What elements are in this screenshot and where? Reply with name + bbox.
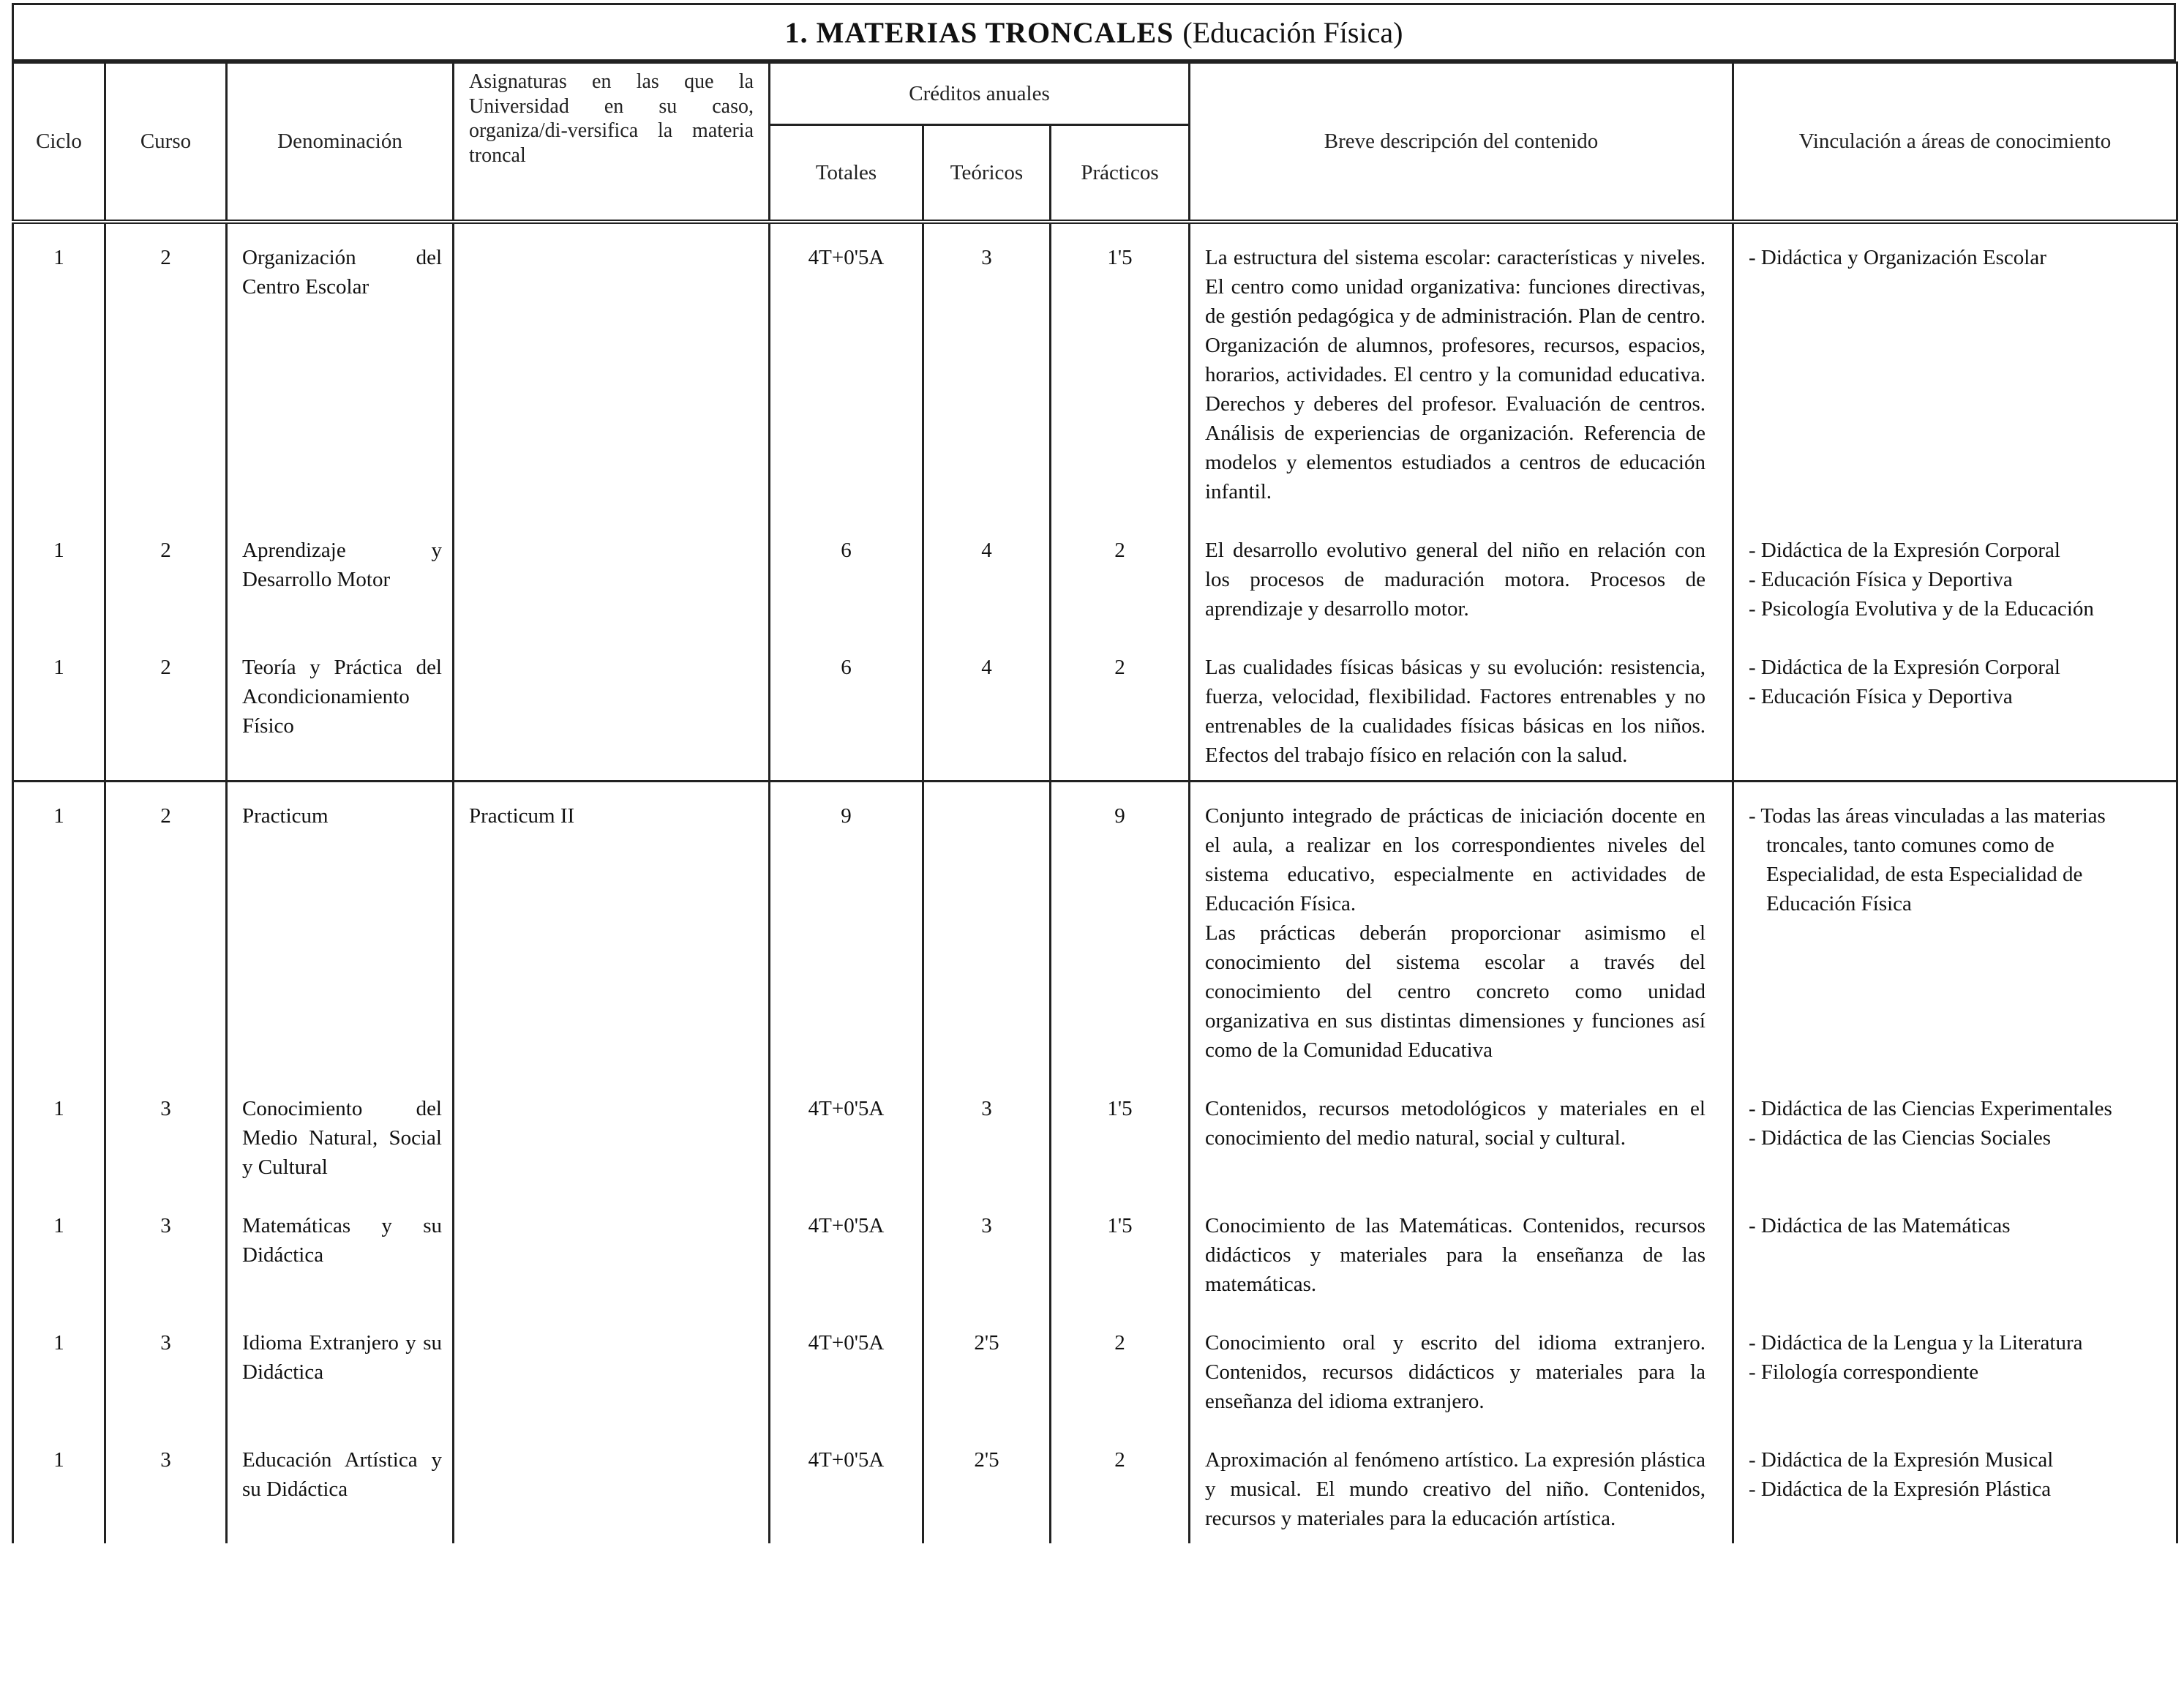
- cell-ciclo: 1: [13, 782, 105, 1076]
- cell-denominacion: Educación Artística y su Didáctica: [227, 1426, 454, 1543]
- area-item: - Didáctica y Organización Escolar: [1749, 246, 2046, 269]
- cell-ciclo: 1: [13, 1426, 105, 1543]
- title-main: 1. MATERIAS TRONCALES: [784, 15, 1174, 49]
- area-item: - Didáctica de la Lengua y la Literatura: [1749, 1331, 2083, 1355]
- table-row: [13, 1075, 2177, 1192]
- descripcion-text: El desarrollo evolutivo general del niño en relación con los procesos de maduración motora. Procesos de aprendizaje y desarrollo motor.: [1205, 539, 1705, 621]
- area-item: - Didáctica de la Expresión Corporal: [1749, 656, 2060, 679]
- cell-denominacion: Aprendizaje y Desarrollo Motor: [227, 517, 454, 634]
- header-teoricos: Teóricos: [923, 125, 1051, 222]
- cell-denominacion: Organización del Centro Escolar: [227, 222, 454, 517]
- cell-descripcion: [1190, 782, 1733, 1076]
- cell-ciclo: 1: [13, 1192, 105, 1309]
- cell-descripcion: [1190, 222, 1733, 517]
- cell-curso: 3: [105, 1075, 227, 1192]
- cell-curso: 3: [105, 1426, 227, 1543]
- cell-descripcion: [1190, 517, 1733, 634]
- cell-teoricos: 2'5: [923, 1309, 1051, 1426]
- header-ciclo: Ciclo: [13, 63, 105, 222]
- area-item: - Didáctica de la Expresión Plástica: [1749, 1477, 2052, 1501]
- table-body: [13, 222, 2177, 1543]
- cell-asignaturas: [454, 222, 770, 517]
- area-item: - Educación Física y Deportiva: [1749, 685, 2013, 708]
- cell-ciclo: 1: [13, 1309, 105, 1426]
- cell-asignaturas: [454, 1309, 770, 1426]
- table-row: [13, 517, 2177, 634]
- area-item: - Didáctica de las Ciencias Experimentales: [1749, 1097, 2112, 1120]
- document-page: [12, 3, 2177, 1693]
- cell-vinculacion: [1733, 782, 2177, 1076]
- descripcion-text: Conocimiento oral y escrito del idioma extranjero. Contenidos, recursos didácticos y materiales para la enseñanza del idioma extranjero.: [1205, 1331, 1705, 1413]
- header-creditos: Créditos anuales: [770, 63, 1190, 125]
- descripcion-text: La estructura del sistema escolar: características y niveles. El centro como unidad organizativa: funciones directivas, de gestión pedagógica y de administración. Plan de centro. Organización de alumnos, profesores, recursos, espacios, horarios, actividades. El centro y la comunidad educativa. Derechos y deberes del profesor. Evaluación de centros. Análisis de experiencias de organización. Referencia de modelos y elementos estudiados a centros de educación infantil.: [1205, 246, 1705, 503]
- cell-vinculacion: [1733, 517, 2177, 634]
- header-descripcion: Breve descripción del contenido: [1190, 63, 1733, 222]
- table-row: [13, 1309, 2177, 1426]
- cell-asignaturas: [454, 1075, 770, 1192]
- cell-vinculacion: [1733, 1309, 2177, 1426]
- cell-totales: 4T+0'5A: [770, 1309, 923, 1426]
- table-row: [13, 782, 2177, 1076]
- cell-teoricos: [923, 782, 1051, 1076]
- cell-practicos: 1'5: [1051, 1075, 1190, 1192]
- cell-asignaturas: Practicum II: [454, 782, 770, 1076]
- area-item: - Didáctica de la Expresión Corporal: [1749, 539, 2060, 562]
- cell-vinculacion: [1733, 1426, 2177, 1543]
- cell-curso: 3: [105, 1192, 227, 1309]
- cell-teoricos: 3: [923, 1075, 1051, 1192]
- cell-teoricos: 3: [923, 1192, 1051, 1309]
- cell-curso: 2: [105, 782, 227, 1076]
- cell-descripcion: [1190, 634, 1733, 782]
- descripcion-text: Contenidos, recursos metodológicos y materiales en el conocimiento del medio natural, social y cultural.: [1205, 1097, 1705, 1150]
- cell-teoricos: 3: [923, 222, 1051, 517]
- area-item: - Didáctica de las Ciencias Sociales: [1749, 1126, 2052, 1150]
- cell-descripcion: [1190, 1426, 1733, 1543]
- area-item: - Didáctica de las Matemáticas: [1749, 1214, 2011, 1237]
- cell-totales: 4T+0'5A: [770, 222, 923, 517]
- cell-asignaturas: [454, 1192, 770, 1309]
- cell-asignaturas: [454, 517, 770, 634]
- area-item: - Didáctica de la Expresión Musical: [1749, 1448, 2054, 1472]
- cell-denominacion: Matemáticas y su Didáctica: [227, 1192, 454, 1309]
- cell-vinculacion: [1733, 1192, 2177, 1309]
- header-vinculacion: Vinculación a áreas de conocimiento: [1733, 63, 2177, 222]
- area-item: - Psicología Evolutiva y de la Educación: [1749, 597, 2094, 621]
- cell-practicos: 1'5: [1051, 222, 1190, 517]
- cell-teoricos: 4: [923, 634, 1051, 782]
- cell-curso: 2: [105, 222, 227, 517]
- cell-descripcion: [1190, 1192, 1733, 1309]
- cell-descripcion: [1190, 1075, 1733, 1192]
- table-row: [13, 1426, 2177, 1543]
- cell-totales: 4T+0'5A: [770, 1426, 923, 1543]
- cell-vinculacion: [1733, 222, 2177, 517]
- header-practicos: Prácticos: [1051, 125, 1190, 222]
- cell-totales: 4T+0'5A: [770, 1192, 923, 1309]
- cell-practicos: 2: [1051, 634, 1190, 782]
- header-totales: Totales: [770, 125, 923, 222]
- cell-practicos: 9: [1051, 782, 1190, 1076]
- cell-denominacion: Conocimiento del Medio Natural, Social y Cultural: [227, 1075, 454, 1192]
- cell-ciclo: 1: [13, 1075, 105, 1192]
- table-row: [13, 634, 2177, 782]
- descripcion-text: Conocimiento de las Matemáticas. Contenidos, recursos didácticos y materiales para la enseñanza de las matemáticas.: [1205, 1214, 1705, 1296]
- cell-denominacion: Practicum: [227, 782, 454, 1076]
- cell-totales: 9: [770, 782, 923, 1076]
- area-item: - Todas las áreas vinculadas a las materias troncales, tanto comunes como de Especialidad, de esta Especialidad de Educación Física: [1749, 804, 2106, 915]
- cell-practicos: 1'5: [1051, 1192, 1190, 1309]
- header-curso: Curso: [105, 63, 227, 222]
- area-item: - Filología correspondiente: [1749, 1360, 1979, 1384]
- cell-ciclo: 1: [13, 222, 105, 517]
- cell-vinculacion: [1733, 1075, 2177, 1192]
- cell-practicos: 2: [1051, 517, 1190, 634]
- table-row: [13, 222, 2177, 517]
- descripcion-text: Aproximación al fenómeno artístico. La expresión plástica y musical. El mundo creativo del niño. Contenidos, recursos y materiales para la educación artística.: [1205, 1448, 1705, 1530]
- table-row: [13, 1192, 2177, 1309]
- header-asignaturas: Asignaturas en las que la Universidad en su caso, organiza/di-versifica la materia troncal: [454, 63, 770, 222]
- cell-totales: 6: [770, 517, 923, 634]
- cell-vinculacion: [1733, 634, 2177, 782]
- table-header: [13, 63, 2177, 222]
- cell-practicos: 2: [1051, 1426, 1190, 1543]
- cell-ciclo: 1: [13, 517, 105, 634]
- table-title: [12, 3, 2176, 61]
- cell-curso: 2: [105, 517, 227, 634]
- descripcion-text: Las prácticas deberán proporcionar asimismo el conocimiento del sistema escolar a través del conocimiento del centro concreto como unidad organizativa en sus distintas dimensiones y funciones así como de la Comunidad Educativa: [1205, 921, 1705, 1062]
- header-denominacion: Denominación: [227, 63, 454, 222]
- cell-teoricos: 4: [923, 517, 1051, 634]
- cell-curso: 3: [105, 1309, 227, 1426]
- cell-asignaturas: [454, 1426, 770, 1543]
- cell-descripcion: [1190, 1309, 1733, 1426]
- cell-curso: 2: [105, 634, 227, 782]
- cell-practicos: 2: [1051, 1309, 1190, 1426]
- cell-ciclo: 1: [13, 634, 105, 782]
- area-item: - Educación Física y Deportiva: [1749, 568, 2013, 591]
- title-sub: (Educación Física): [1182, 15, 1403, 49]
- cell-totales: 4T+0'5A: [770, 1075, 923, 1192]
- cell-denominacion: Idioma Extranjero y su Didáctica: [227, 1309, 454, 1426]
- descripcion-text: Las cualidades físicas básicas y su evolución: resistencia, fuerza, velocidad, flexibilidad. Factores entrenables y no entrenables de la cualidades físicas básicas en los niños. Efectos del trabajo físico en relación con la salud.: [1205, 656, 1705, 767]
- cell-totales: 6: [770, 634, 923, 782]
- cell-teoricos: 2'5: [923, 1426, 1051, 1543]
- cell-asignaturas: [454, 634, 770, 782]
- cell-denominacion: Teoría y Práctica del Acondicionamiento Físico: [227, 634, 454, 782]
- descripcion-text: Conjunto integrado de prácticas de iniciación docente en el aula, a realizar en los correspondientes niveles del sistema educativo, especialmente en actividades de Educación Física.: [1205, 804, 1705, 915]
- materias-troncales-table: [12, 61, 2178, 1543]
